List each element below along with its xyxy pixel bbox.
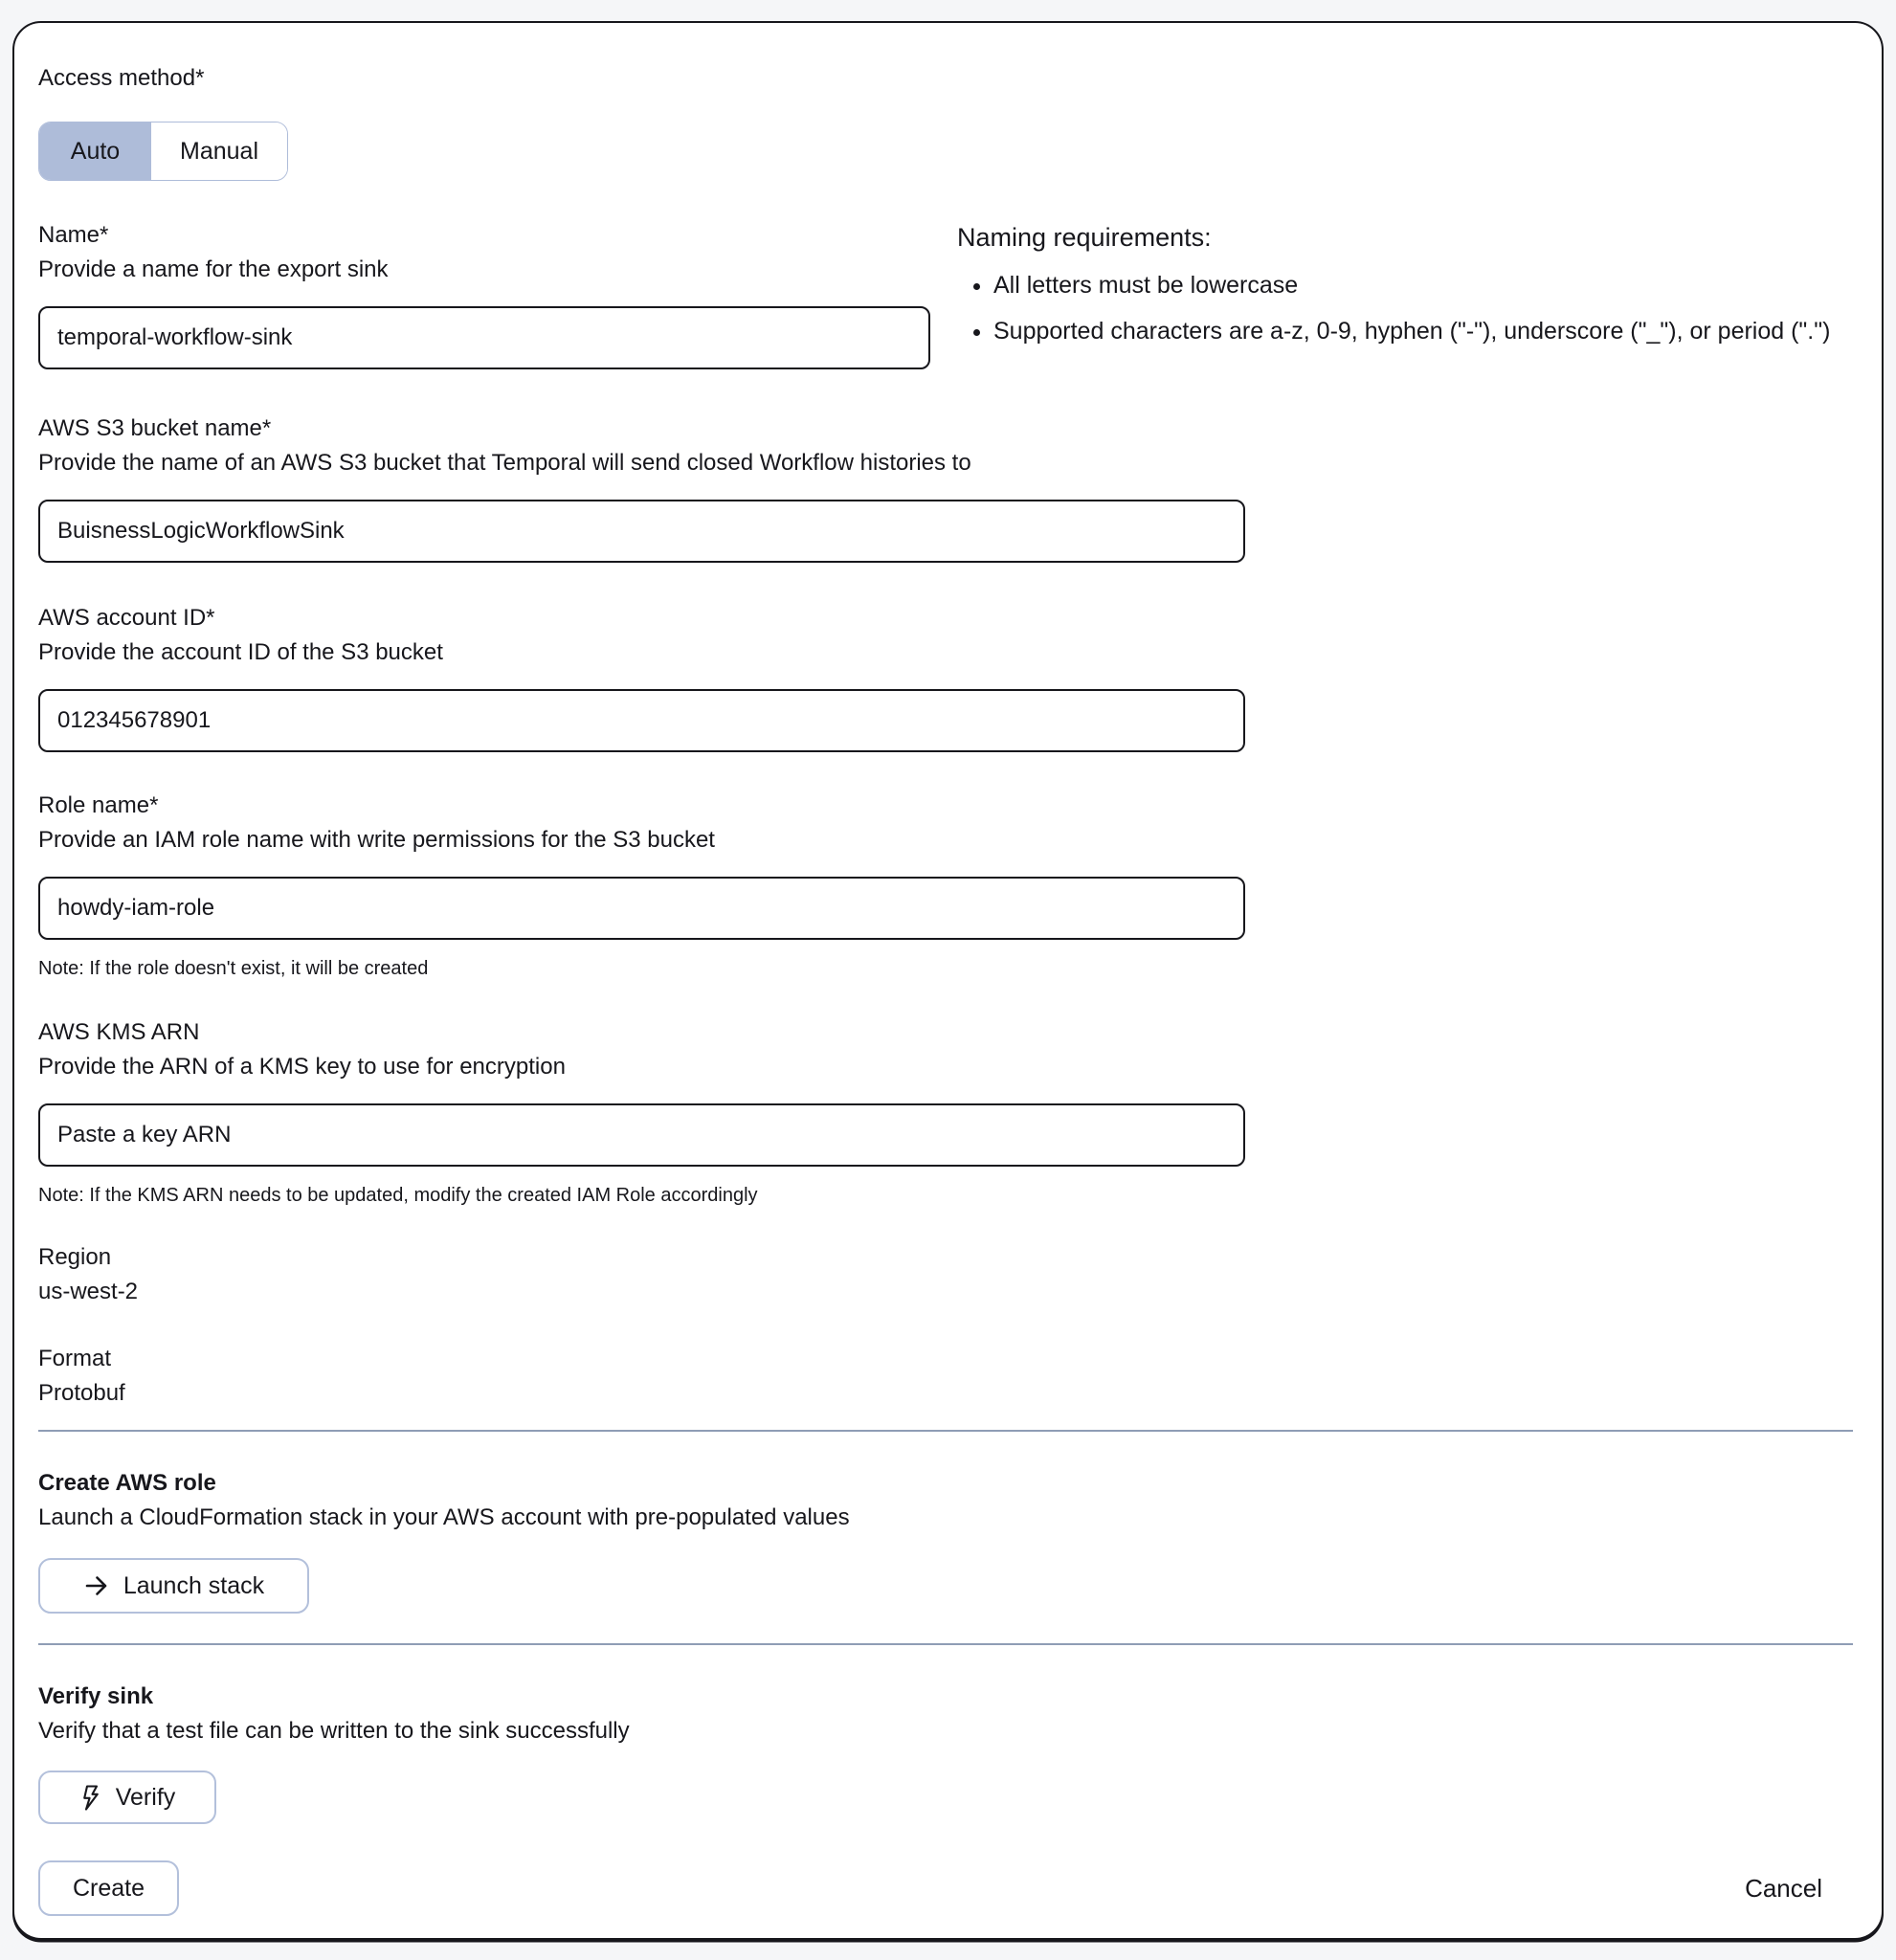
arrow-right-icon bbox=[83, 1572, 110, 1599]
verify-button-label: Verify bbox=[115, 1783, 176, 1811]
access-method-field bbox=[38, 63, 1853, 181]
section-divider bbox=[38, 1643, 1853, 1645]
kms-arn-label: AWS KMS ARN bbox=[38, 1019, 200, 1045]
format-label: Format bbox=[38, 1346, 112, 1371]
name-field bbox=[38, 220, 930, 369]
naming-requirement-item: • Supported characters are a-z, 0-9, hyphen ("-"), underscore ("_"), or period (".") bbox=[993, 312, 1833, 350]
s3-bucket-label: AWS S3 bucket name* bbox=[38, 415, 272, 441]
naming-requirements-title: Naming requirements: bbox=[957, 223, 1212, 252]
verify-sink-section bbox=[38, 1682, 1853, 1824]
naming-requirements bbox=[957, 220, 1833, 369]
verify-sink-description: Verify that a test file can be written to the sink successfully bbox=[38, 1718, 630, 1744]
format-field bbox=[38, 1344, 1853, 1411]
role-name-label: Role name* bbox=[38, 792, 159, 818]
s3-bucket-input[interactable] bbox=[38, 500, 1245, 563]
access-method-label: Access method* bbox=[38, 65, 205, 91]
section-divider bbox=[38, 1430, 1853, 1432]
verify-sink-title: Verify sink bbox=[38, 1683, 154, 1709]
kms-arn-note: Note: If the KMS ARN needs to be updated, modify the created IAM Role accordingly bbox=[38, 1185, 758, 1206]
naming-requirements-list bbox=[957, 266, 1833, 350]
name-label: Name* bbox=[38, 222, 109, 248]
launch-stack-button-label: Launch stack bbox=[123, 1571, 265, 1599]
name-row bbox=[38, 220, 1853, 369]
account-id-label: AWS account ID* bbox=[38, 605, 215, 631]
form-footer bbox=[38, 1860, 1853, 1916]
create-aws-role-title: Create AWS role bbox=[38, 1470, 216, 1496]
region-label: Region bbox=[38, 1244, 112, 1270]
account-id-description: Provide the account ID of the S3 bucket bbox=[38, 639, 443, 665]
verify-button[interactable] bbox=[38, 1771, 216, 1824]
name-input[interactable] bbox=[38, 306, 930, 369]
naming-requirement-item: • All letters must be lowercase bbox=[993, 266, 1833, 304]
create-aws-role-section bbox=[38, 1468, 1853, 1614]
role-name-field bbox=[38, 791, 1853, 981]
lightning-bolt-icon bbox=[79, 1784, 102, 1812]
kms-arn-description: Provide the ARN of a KMS key to use for encryption bbox=[38, 1054, 566, 1080]
create-button-label: Create bbox=[73, 1874, 145, 1902]
region-field bbox=[38, 1242, 1853, 1309]
kms-arn-field bbox=[38, 1017, 1853, 1208]
s3-bucket-description: Provide the name of an AWS S3 bucket that Temporal will send closed Workflow histories to bbox=[38, 450, 971, 476]
region-value: us-west-2 bbox=[38, 1279, 139, 1304]
launch-stack-button[interactable] bbox=[38, 1558, 309, 1614]
name-description: Provide a name for the export sink bbox=[38, 256, 389, 282]
access-method-option-manual[interactable]: Manual bbox=[151, 122, 287, 180]
access-method-toggle bbox=[38, 122, 288, 181]
account-id-field bbox=[38, 603, 1853, 752]
account-id-input[interactable] bbox=[38, 689, 1245, 752]
cancel-button[interactable]: Cancel bbox=[1745, 1873, 1822, 1903]
role-name-input[interactable] bbox=[38, 877, 1245, 940]
export-sink-form-card bbox=[12, 21, 1884, 1940]
access-method-option-auto[interactable]: Auto bbox=[39, 122, 151, 180]
kms-arn-input[interactable] bbox=[38, 1103, 1245, 1167]
create-button[interactable] bbox=[38, 1860, 179, 1916]
create-aws-role-description: Launch a CloudFormation stack in your AWS account with pre-populated values bbox=[38, 1504, 850, 1530]
role-name-description: Provide an IAM role name with write permissions for the S3 bucket bbox=[38, 827, 715, 853]
s3-bucket-field bbox=[38, 413, 1853, 563]
role-name-note: Note: If the role doesn't exist, it will be created bbox=[38, 958, 429, 979]
format-value: Protobuf bbox=[38, 1380, 125, 1406]
